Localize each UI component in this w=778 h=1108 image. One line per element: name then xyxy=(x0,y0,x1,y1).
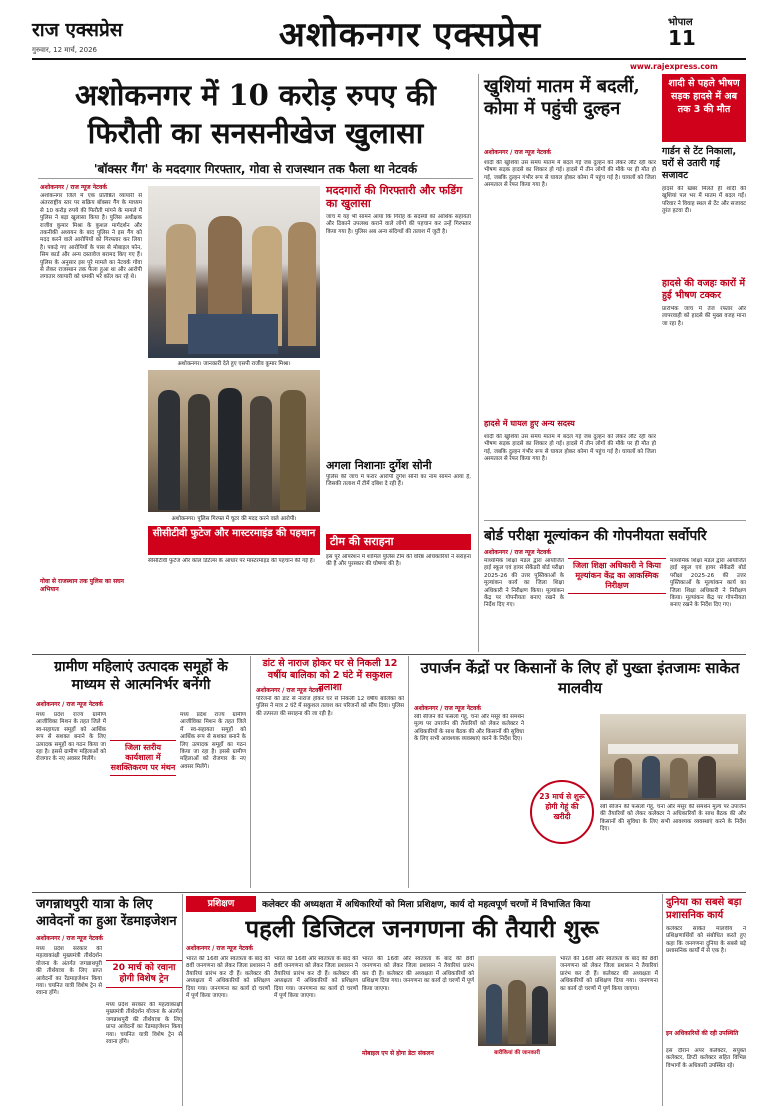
rural-pull: जिला स्तरीय कार्यशाला में सशक्तिकरण पर मंथन xyxy=(110,740,176,776)
center-title: अशोकनगर एक्सप्रेस xyxy=(278,15,542,55)
left-title: राज एक्सप्रेस xyxy=(32,19,123,41)
census-body-2: भारत की 16वीं और स्वतंत्रता के बाद की 8वीं जनगणना को लेकर जिला प्रशासन ने तैयारियां प्रारंभ कर दी हैं। कलेक्टर की अध्यक्षता में अधिकारियों को प्रशिक्षण दिया गया। जनगणना का कार्य दो चरणों में पूर्ण किया जाएगा। xyxy=(274,956,358,1000)
accident-red-box: शादी से पहले भीषण सड़क हादसे में अब तक 3 की मौत xyxy=(662,74,746,142)
lead-photo-1 xyxy=(148,186,320,358)
pilgrimage-pull: 20 मार्च को रवाना होगी विशेष ट्रेन xyxy=(106,960,182,988)
pilgrimage-byline: अशोकनगर / राज न्यूज नेटवर्क xyxy=(36,935,103,942)
lead-photo-1-caption: अशोकनगर। जानकारी देते हुए एसपी राजीव कुमार मिश्रा। xyxy=(177,361,291,367)
farmers-circle: 23 मार्च से शुरू होगी गेहूं की खरीदी xyxy=(530,780,594,844)
lead-box2-body: सीसीटीवी फुटेज और कॉल डिटेल्स के आधार पर मास्टरमाइंड की पहचान की गई है। xyxy=(148,558,315,564)
world-subheading: इन अधिकारियों की रही उपस्थिति xyxy=(666,1030,739,1037)
lead-box3-head: टीम की सराहना xyxy=(326,534,471,550)
accident-body-2: शादी की खुशियां उस समय मातम में बदल गईं जब दुल्हन को लेकर लौट रही कार भीषण सड़क हादसे का शिकार हो गई। हादसे में तीन लोगों की मौके पर ही मौत हो गई, जबकि दुल्हन गंभीर रूप से घायल होकर कोमा में पहुंच गई है। घायलों को जिला अस्पताल से रेफर किया गया है। xyxy=(484,434,656,463)
rural-byline: अशोकनगर / राज न्यूज नेटवर्क xyxy=(36,701,103,708)
pilgrimage-body-2: मध्य प्रदेश सरकार की महत्वाकांक्षी मुख्यमंत्री तीर्थदर्शन योजना के अंतर्गत जगन्नाथपुरी की तीर्थयात्रा के लिए प्राप्त आवेदनों का रेंडमाइजेशन किया गया। चयनित यात्री विशेष ट्रेन से रवाना होंगे। xyxy=(106,1002,182,1046)
lead-side-body: जांच में यह भी सामने आया कि गिरोह के सदस्यों को आर्थिक सहायता और ठिकाने उपलब्ध कराने वाले लोगों की पहचान कर उन्हें गिरफ्तार किया गया है। पुलिस अब अन्य संदिग्धों की तलाश में जुटी है। xyxy=(326,214,471,235)
rural-headline: ग्रामीण महिलाएं उत्पादक समूहों के माध्यम से आत्मनिर्भर बनेंगी xyxy=(54,659,228,693)
issue-date: गुरुवार, 12 मार्च, 2026 xyxy=(32,46,97,54)
accident-reason-head: हादसे की वजहः कारों में हुई भीषण टक्कर xyxy=(662,278,746,301)
lead-body: अशोकनगर जिले में एक प्रतिष्ठित व्यापारी से अंतरराष्ट्रीय स्तर पर सक्रिय बॉक्सर गैंग के माध्यम से 10 करोड़ रुपये की फिरौती मांगने के मामले में पुलिस ने बड़ा खुलासा किया है। पुलिस अधीक्षक राजीव कुमार मिश्रा के कुशल मार्गदर्शन और तकनीकी अध्ययन के बाद पुलिस ने इस गैंग को मदद करने वाले आरोपियों को गिरफ्तार कर लिया है। पकड़े गए आरोपियों के पास से मोबाइल फोन, सिम कार्ड और अन्य दस्तावेज बरामद किए गए हैं। पुलिस के अनुसार इस पूरे मामले का नेटवर्क गोवा से लेकर राजस्थान तक फैला हुआ था और आरोपी लगातार व्यापारी को धमकी भरे कॉल कर रहे थे। xyxy=(40,193,142,281)
lead-byline: अशोकनगर / राज न्यूज नेटवर्क xyxy=(40,184,107,191)
lead-headline: अशोकनगर में 10 करोड़ रुपए की फिरौती का सनसनीखेज खुलासा xyxy=(75,78,436,150)
page-number: 11 xyxy=(668,26,696,50)
accident-reason-body: प्रारंभिक जांच में तेज रफ्तार और लापरवाही को हादसे की मुख्य वजह माना जा रहा है। xyxy=(662,306,746,327)
city: भोपाल xyxy=(668,17,693,28)
child-body: परिजनों की डांट से नाराज होकर घर से निकली 12 वर्षीय बालिका को पुलिस ने मात्र 2 घंटे में सकुशल तलाश कर परिजनों को सौंप दिया। पुलिस की तत्परता की सराहना की जा रही है। xyxy=(256,696,404,717)
lead-photo-2-caption: अशोकनगर। पुलिस गिरफ्त में चुटर की मदद करने वाले आरोपी। xyxy=(171,516,297,522)
accident-side-body: हादसे की खबर मिलते ही शादी की खुशियां पल भर में मातम में बदल गईं। परिवार ने विवाह स्थल से टेंट और सजावट तुरंत हटवा दी। xyxy=(662,186,746,215)
accident-side-head: गार्डन से टेंट निकाला, घरों से उतारी गई सजावट xyxy=(662,146,737,181)
child-byline: अशोकनगर / राज न्यूज नेटवर्क xyxy=(256,687,323,694)
farmers-photo xyxy=(600,714,746,800)
world-headline: दुनिया का सबसे बड़ा प्रशासनिक कार्य xyxy=(666,897,742,921)
board-pull: जिला शिक्षा अधिकारी ने किया मूल्यांकन केंद्र का आकस्मिक निरीक्षण xyxy=(568,558,666,594)
lead-photo-2 xyxy=(148,370,320,512)
census-photo xyxy=(478,956,556,1046)
board-headline: बोर्ड परीक्षा मूल्यांकन की गोपनीयता सर्वोपरि xyxy=(484,528,707,544)
world-body: कलेक्टर साकेत मालवीय ने प्रशिक्षणार्थियों को संबोधित करते हुए कहा कि जनगणना दुनिया के सबसे बड़े प्रशासनिक कार्यों में से एक है। xyxy=(666,926,746,955)
census-tag: प्रशिक्षण xyxy=(186,896,256,912)
census-headline: पहली डिजिटल जनगणना की तैयारी शुरू xyxy=(245,914,599,943)
accident-subheading: हादसे में घायल हुए अन्य सदस्य xyxy=(484,419,575,428)
census-body-3: भारत की 16वीं और स्वतंत्रता के बाद की 8वीं जनगणना को लेकर जिला प्रशासन ने तैयारियां प्रारंभ कर दी हैं। कलेक्टर की अध्यक्षता में अधिकारियों को प्रशिक्षण दिया गया। जनगणना का कार्य दो चरणों में पूर्ण किया जाएगा। xyxy=(362,956,474,992)
masthead-rule xyxy=(32,58,746,60)
lead-box1-body: पुलिस की जांच में फरार आरोपी दुर्गेश सोनी का नाम सामने आया है, जिसकी तलाश में टीमें दबिश दे रही हैं। xyxy=(326,474,471,488)
pilgrimage-headline: जगन्नाथपुरी यात्रा के लिए आवेदनों का हुआ रेंडमाइजेशन xyxy=(36,897,177,929)
farmers-byline: अशोकनगर / राज न्यूज नेटवर्क xyxy=(414,705,481,712)
census-body-4: भारत की 16वीं और स्वतंत्रता के बाद की 8वीं जनगणना को लेकर जिला प्रशासन ने तैयारियां प्रारंभ कर दी हैं। कलेक्टर की अध्यक्षता में अधिकारियों को प्रशिक्षण दिया गया। जनगणना का कार्य दो चरणों में पूर्ण किया जाएगा। xyxy=(560,956,658,992)
lead-box3-body: इस पूरे ऑपरेशन में शामिल पुलिस टीम की वरिष्ठ अधिकारियों ने सराहना की है और पुरस्कार की घोषणा की है। xyxy=(326,554,471,568)
lead-subhead: 'बॉक्सर गैंग' के मददगार गिरफ्तार, गोवा से राजस्थान तक फैला था नेटवर्क xyxy=(93,162,418,176)
pilgrimage-body: मध्य प्रदेश सरकार की महत्वाकांक्षी मुख्यमंत्री तीर्थदर्शन योजना के अंतर्गत जगन्नाथपुरी की तीर्थयात्रा के लिए प्राप्त आवेदनों का रेंडमाइजेशन किया गया। चयनित यात्री विशेष ट्रेन से रवाना होंगे। xyxy=(36,946,102,997)
lead-box1-head: अगला निशानाः दुर्गेश सोनी xyxy=(326,459,432,472)
lead-box2-head: सीसीटीवी फुटेज और मास्टरमाइंड की पहचान xyxy=(148,526,320,555)
census-byline: अशोकनगर / राज न्यूज नेटवर्क xyxy=(186,945,253,952)
board-body-2: माध्यमिक शिक्षा मंडल द्वारा आयोजित हाई स्कूल एवं हायर सेकेंडरी बोर्ड परीक्षा 2025-26 की उत्तर पुस्तिकाओं के मूल्यांकन कार्य का जिला शिक्षा अधिकारी ने निरीक्षण किया। मूल्यांकन केंद्र पर गोपनीयता बनाए रखने के निर्देश दिए गए। xyxy=(670,558,746,609)
farmers-headline: उपार्जन केंद्रों पर किसानों के लिए हों पुख्ता इंतजामः साकेत मालवीय xyxy=(420,659,740,697)
census-body: भारत की 16वीं और स्वतंत्रता के बाद की 8वीं जनगणना को लेकर जिला प्रशासन ने तैयारियां प्रारंभ कर दी हैं। कलेक्टर की अध्यक्षता में अधिकारियों को प्रशिक्षण दिया गया। जनगणना का कार्य दो चरणों में पूर्ण किया जाएगा। xyxy=(186,956,270,1000)
rural-body-2: मध्य प्रदेश राज्य ग्रामीण आजीविका मिशन के तहत जिले में स्व-सहायता समूहों को आर्थिक रूप से सशक्त बनाने के लिए उत्पादक समूहों का गठन किया जा रहा है। इससे ग्रामीण महिलाओं को रोजगार के नए अवसर मिलेंगे। xyxy=(180,712,246,770)
farmers-body-2: रबी सीजन की फसलों गेहूं, चना और मसूर की समर्थन मूल्य पर उपार्जन की तैयारियों को लेकर कलेक्टर ने अधिकारियों के साथ बैठक की और किसानों की सुविधा के लिए सभी आवश्यक व्यवस्थाएं करने के निर्देश दिए। xyxy=(600,804,746,833)
census-kicker: कलेक्टर की अध्यक्षता में अधिकारियों को मिला प्रशिक्षण, कार्य दो महत्वपूर्ण चरणों में विभाजित किया xyxy=(262,900,591,910)
census-photo-caption: बारीकियां की जानकारी xyxy=(494,1050,540,1056)
census-subheading: मोबाइल एप से होगा डेटा संकलन xyxy=(362,1050,434,1057)
child-headline: डांट से नाराज होकर घर से निकली 12 वर्षीय बालिका को 2 घंटे में सकुशल तलाशा xyxy=(262,658,398,693)
board-byline: अशोकनगर / राज न्यूज नेटवर्क xyxy=(484,549,551,556)
accident-headline: खुशियां मातम में बदलीं, कोमा में पहुंची दुल्हन xyxy=(484,76,640,119)
site-url[interactable]: www.rajexpress.com xyxy=(630,62,718,71)
rural-body: मध्य प्रदेश राज्य ग्रामीण आजीविका मिशन के तहत जिले में स्व-सहायता समूहों को आर्थिक रूप से सशक्त बनाने के लिए उत्पादक समूहों का गठन किया जा रहा है। इससे ग्रामीण महिलाओं को रोजगार के नए अवसर मिलेंगे। xyxy=(36,712,106,763)
lead-subheading: गोवा से राजस्थान तक पुलिस का सघन अभियान xyxy=(40,578,125,593)
lead-side-head: मददगारों की गिरफ्तारी और फडिंग का खुलासा xyxy=(326,184,463,210)
accident-body: शादी की खुशियां उस समय मातम में बदल गईं जब दुल्हन को लेकर लौट रही कार भीषण सड़क हादसे का शिकार हो गई। हादसे में तीन लोगों की मौके पर ही मौत हो गई, जबकि दुल्हन गंभीर रूप से घायल होकर कोमा में पहुंच गई है। घायलों को जिला अस्पताल से रेफर किया गया है। xyxy=(484,160,656,189)
accident-byline: अशोकनगर / राज न्यूज नेटवर्क xyxy=(484,149,551,156)
board-body: माध्यमिक शिक्षा मंडल द्वारा आयोजित हाई स्कूल एवं हायर सेकेंडरी बोर्ड परीक्षा 2025-26 की उत्तर पुस्तिकाओं के मूल्यांकन कार्य का जिला शिक्षा अधिकारी ने निरीक्षण किया। मूल्यांकन केंद्र पर गोपनीयता बनाए रखने के निर्देश दिए गए। xyxy=(484,558,564,609)
masthead xyxy=(32,10,746,70)
farmers-body: रबी सीजन की फसलों गेहूं, चना और मसूर की समर्थन मूल्य पर उपार्जन की तैयारियों को लेकर कलेक्टर ने अधिकारियों के साथ बैठक की और किसानों की सुविधा के लिए सभी आवश्यक व्यवस्थाएं करने के निर्देश दिए। xyxy=(414,714,524,743)
world-body-2: इस दौरान अपर कलेक्टर, संयुक्त कलेक्टर, डिप्टी कलेक्टर सहित विभिन्न विभागों के अधिकारी उपस्थित रहे। xyxy=(666,1048,746,1069)
